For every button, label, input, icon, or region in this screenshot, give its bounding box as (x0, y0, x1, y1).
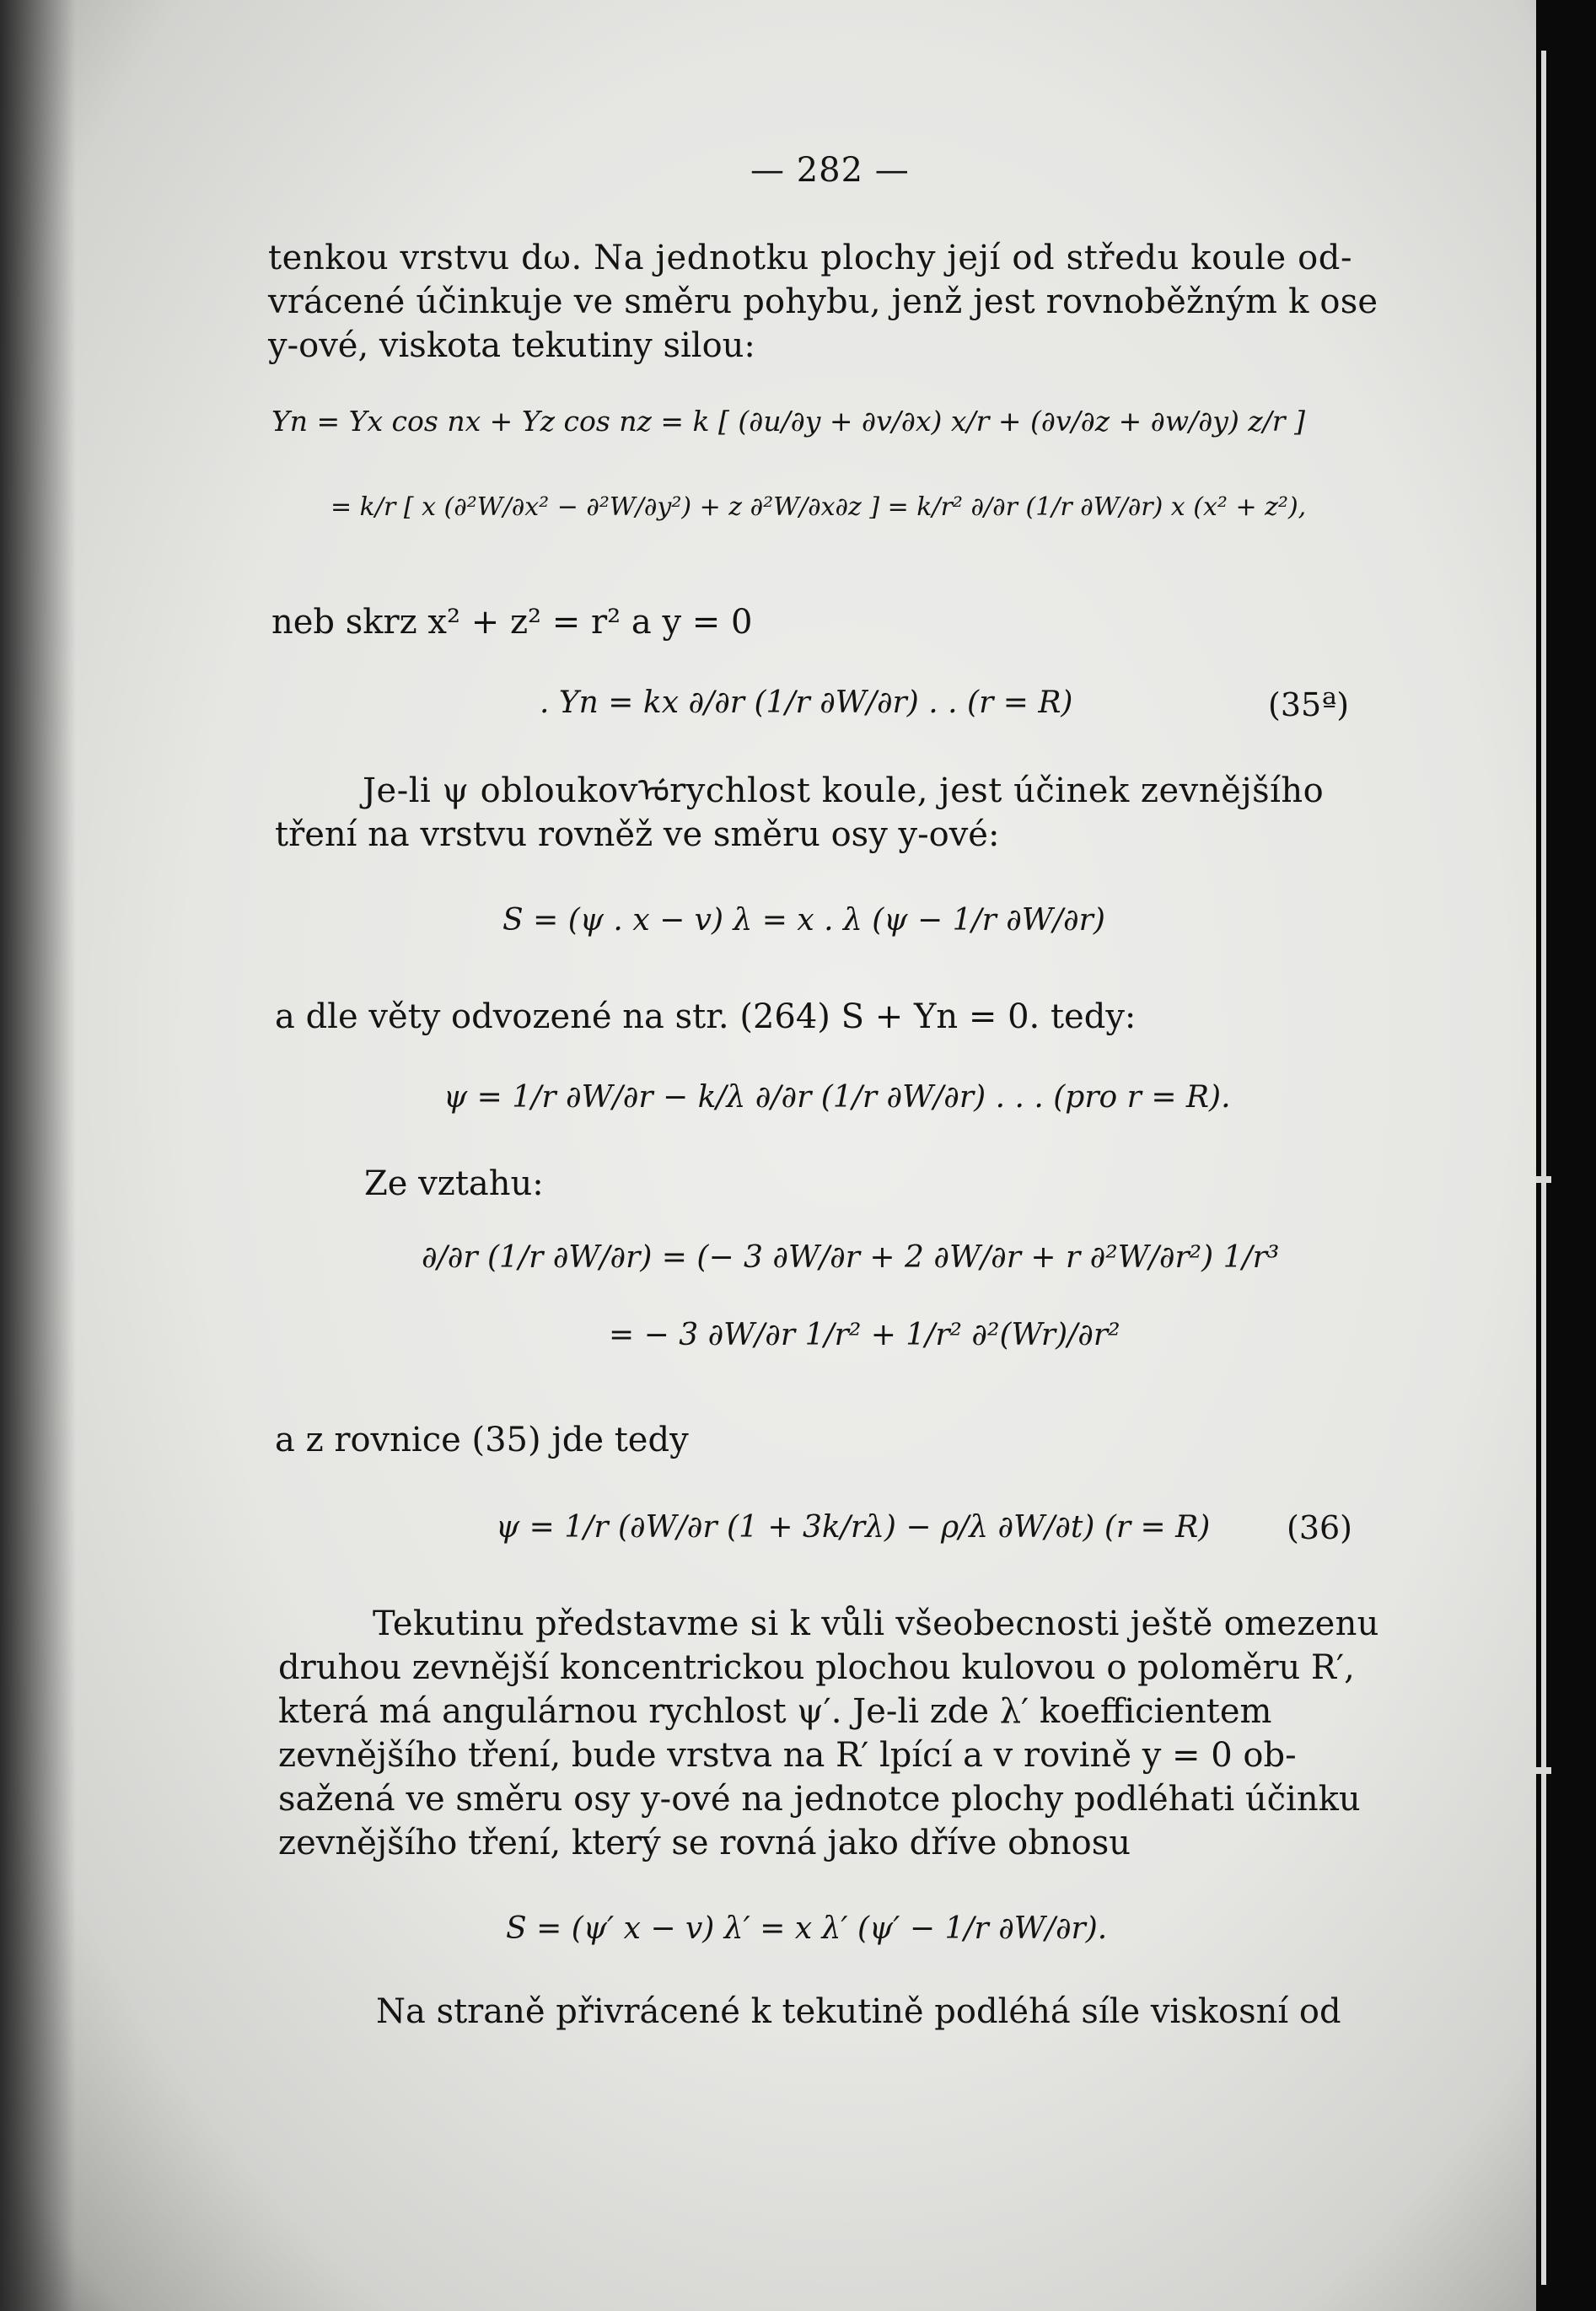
text-neb-skrz: neb skrz x² + z² = r² a y = 0 (271, 603, 753, 642)
paragraph-2-line-1: Je-li ψ obloukovᡠrychlost koule, jest účinek zevnějšího (363, 771, 1325, 810)
paragraph-3-line-5: sažená ve směru osy y-ové na jednotce plochy podléhati účinku (278, 1780, 1361, 1819)
equation-36-number: (36) (1287, 1509, 1353, 1546)
text-na-strane: Na straně přivrácené k tekutině podléhá síle viskosní od (376, 1992, 1341, 2031)
paragraph-3-line-1: Tekutinu představme si k vůli všeobecnosti ještě omezenu (373, 1604, 1379, 1643)
equation-derivative-identity-cont: = − 3 ∂W/∂r 1/r² + 1/r² ∂²(Wr)/∂r² (609, 1318, 1120, 1352)
edge-tick-2 (1536, 1767, 1551, 1774)
paragraph-1-line-3: y-ové, viskota tekutiny silou: (268, 326, 755, 365)
equation-35a-number: (35ª) (1268, 686, 1350, 723)
equation-35a: . Yn = kx ∂/∂r (1/r ∂W/∂r) . . (r = R) (540, 685, 1073, 720)
text-dle-vety: a dle věty odvozené na str. (264) S + Yn = 0. tedy: (275, 997, 1137, 1036)
paragraph-1 (268, 236, 1389, 368)
paragraph-3-line-2: druhou zevnější koncentrickou plochou kulovou o poloměru R′, (278, 1648, 1355, 1687)
equation-yn-expanded: = k/r [ x (∂²W/∂x² − ∂²W/∂y²) + z ∂²W/∂x∂z ] = k/r² ∂/∂r (1/r ∂W/∂r) x (x² + z²), (330, 492, 1307, 522)
edge-tick-1 (1536, 1176, 1551, 1183)
paragraph-3-line-3: která má angulárnou rychlost ψ′. Je-li zde λ′ koefficientem (278, 1692, 1272, 1731)
equation-psi: ψ = 1/r ∂W/∂r − k/λ ∂/∂r (1/r ∂W/∂r) . . . (pro r = R). (443, 1080, 1231, 1115)
paragraph-3-line-6: zevnějšího tření, který se rovná jako dříve obnosu (278, 1824, 1131, 1862)
equation-derivative-identity: ∂/∂r (1/r ∂W/∂r) = (− 3 ∂W/∂r + 2 ∂W/∂r + r ∂²W/∂r²) 1/r³ (422, 1240, 1280, 1275)
paragraph-3-line-4: zevnějšího tření, bude vrstva na R′ lpící a v rovině y = 0 ob- (278, 1736, 1297, 1775)
paragraph-2-line-2: tření na vrstvu rovněž ve směru osy y-ové: (275, 815, 1000, 854)
page-shadow-left (0, 0, 76, 2311)
paragraph-2 (275, 769, 1388, 857)
paragraph-1-line-2: vrácené účinkuje ve směru pohybu, jenž jest rovnoběžným k ose (268, 282, 1378, 321)
paragraph-1-line-1: tenkou vrstvu dω. Na jednotku plochy její od středu koule od- (268, 239, 1353, 277)
paragraph-3 (278, 1602, 1391, 1865)
equation-36: ψ = 1/r (∂W/∂r (1 + 3k/rλ) − ρ/λ ∂W/∂t) (r = R) (496, 1510, 1211, 1545)
text-ze-vztahu: Ze vztahu: (364, 1164, 544, 1203)
page-number: — 282 — (750, 151, 910, 190)
equation-s-friction: S = (ψ . x − v) λ = x . λ (ψ − 1/r ∂W/∂r) (502, 903, 1105, 938)
equation-yn-definition: Yn = Yx cos nx + Yz cos nz = k [ (∂u/∂y + ∂v/∂x) x/r + (∂v/∂z + ∂w/∂y) z/r ] (271, 405, 1305, 438)
text-z-rovnice: a z rovnice (35) jde tedy (275, 1421, 689, 1459)
page-edge-rule (1541, 51, 1546, 2285)
equation-s-outer: S = (ψ′ x − v) λ′ = x λ′ (ψ′ − 1/r ∂W/∂r). (506, 1911, 1108, 1946)
